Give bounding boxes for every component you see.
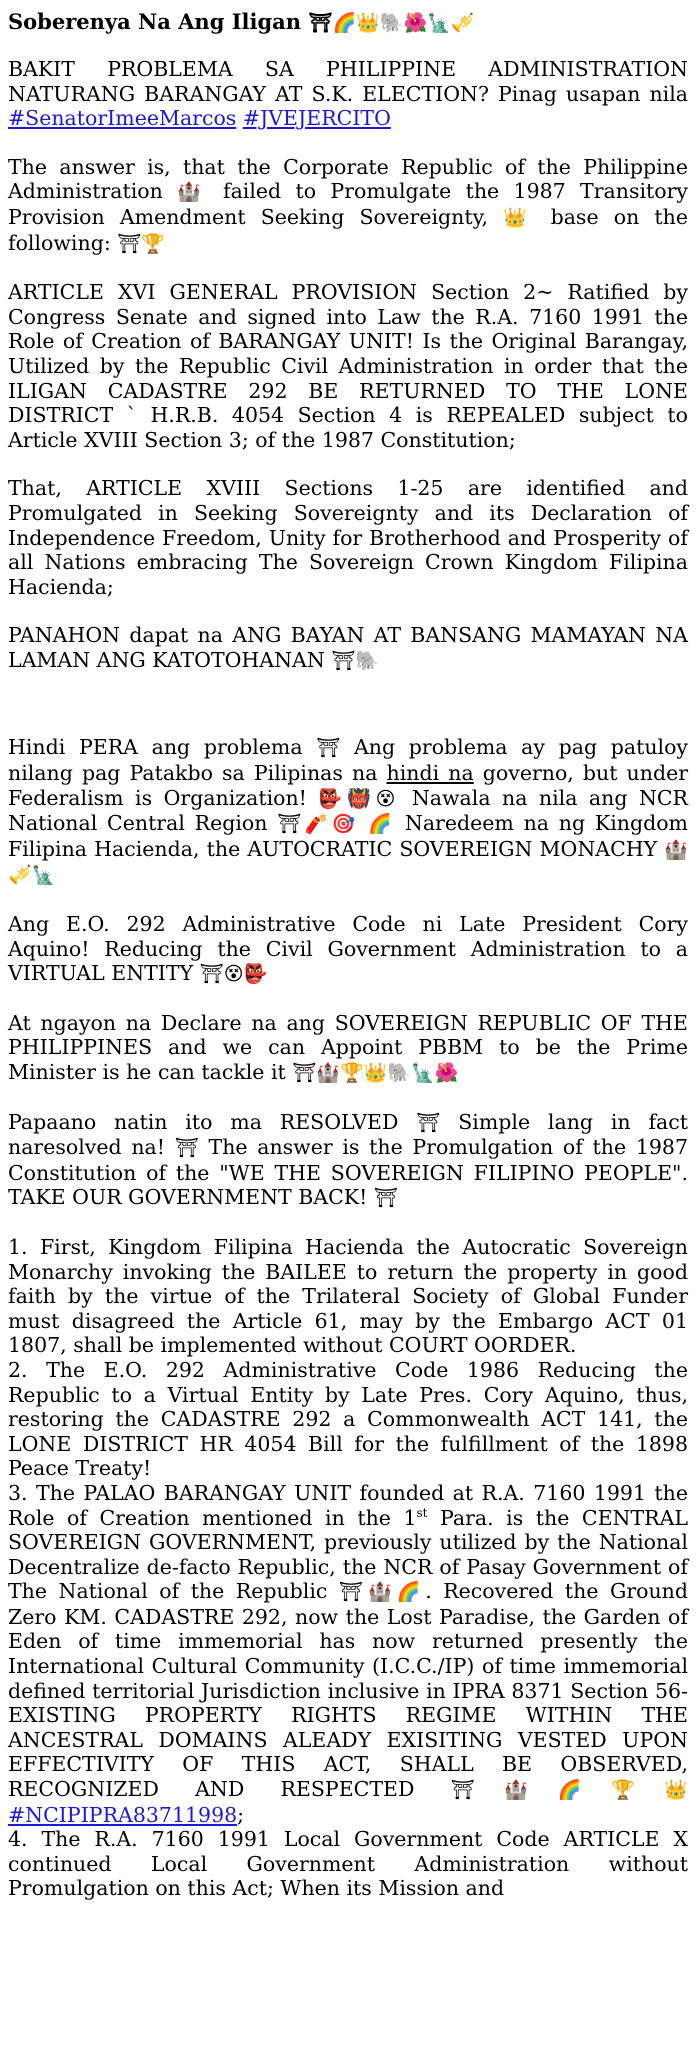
text-run: Nawala na nila ang NCR National Central Region <box>8 785 688 836</box>
text-run: . Recovered the Ground Zero KM. CADASTRE 292, now the Lost Paradise, the Garden of Eden of time immemorial has now returned presently the International Cultural Community (I.C.C./IP) of time immemorial defined territorial Jurisdiction inclusive in IPRA 8371 Section 56- EXISTING PROPERTY RIGHTS REGIME WITHIN THE ANCESTRAL DOMAINS ALEADY EXISITING VESTED UPON EFFECTIVITY OF THIS ACT, SHALL BE OBSERVED, RECOGNIZED AND RESPECTED <box>8 1579 689 1802</box>
text-run: That, ARTICLE XVIII Sections 1-25 are identified and Promulgated in Seeking Sovereignty and its Declaration of Independence Freedom, Unity for Brotherhood and Prosperity of all Nations embracing The Sovereign Crown Kingdom Filipina Hacienda; <box>8 476 688 599</box>
post-title <box>8 8 688 37</box>
emoji-icons: ⛩ <box>373 1187 398 1210</box>
list-item <box>8 1235 688 1358</box>
hashtag-link[interactable]: #JVEJERCITO <box>242 106 391 131</box>
list-item <box>8 1481 688 1827</box>
text-run: The answer is, that the Corporate Republic of the Philippine Administration <box>8 154 688 204</box>
hashtag-link[interactable]: #NCIPIPRA83711998 <box>8 1802 238 1827</box>
text-run: Papaano natin ito ma RESOLVED <box>8 1109 417 1134</box>
text-run: At ngayon na Declare na ang SOVEREIGN REPUBLIC OF THE PHILIPPINES and we can Appoint PBBM to be the Prime Minister is he can tackle it <box>8 1010 688 1084</box>
emoji-icons: 👺👹😵 <box>318 787 401 810</box>
text-run: BAKIT PROBLEMA SA PHILIPPINE ADMINISTRATION NATURANG BARANGAY AT S.K. ELECTION? Pinag usapan nila <box>8 57 688 106</box>
list-item <box>8 1827 688 1901</box>
numbered-list <box>8 1235 688 1901</box>
emoji-icons: ⛩ <box>174 1137 199 1160</box>
superscript-text: st <box>416 1505 428 1520</box>
text-run: Naredeem na ng Kingdom Filipina Hacienda, the AUTOCRATIC SOVEREIGN MONACHY <box>8 811 688 861</box>
paragraph <box>8 1110 688 1211</box>
paragraph <box>8 280 688 452</box>
paragraph <box>8 155 688 256</box>
text-run: base on the following: <box>8 204 688 255</box>
emoji-icons: ⛩ <box>316 737 341 760</box>
text-run: Hindi PERA ang problema <box>8 735 317 760</box>
paragraph <box>8 623 688 673</box>
spacer <box>8 697 688 735</box>
emoji-icons: ⛩🏰🏆👑🐘🗽🌺 <box>292 1062 459 1084</box>
emoji-icons: ⛩🏰🌈 <box>338 1581 426 1604</box>
text-run <box>358 811 368 835</box>
emoji-icons: ⛩🐘 <box>331 649 380 672</box>
paragraph <box>8 735 688 888</box>
paragraph <box>8 476 688 599</box>
text-run: governo, but under Federalism is Organization! <box>8 761 688 810</box>
text-run: Ang E.O. 292 Administrative Code ni Late President Cory Aquino! Reducing the Civil Government Administration to a VIRTUAL ENTITY <box>8 912 688 986</box>
emoji-icons: 👑 <box>503 206 536 229</box>
emoji-icons: ⛩😵👺 <box>199 963 268 986</box>
text-run: 2. The E.O. 292 Administrative Code 1986 Reducing the Republic to a Virtual Entity by Late Pres. Cory Aquino, thus, restoring the CADASTRE 292 a Commonwealth ACT 141, the LONE DISTRICT HR 4054 Bill for the fulfillment of the 1898 Peace Treaty! <box>8 1357 688 1481</box>
text-run: Simple lang in fact naresolved na! <box>8 1109 688 1160</box>
text-run: Para. is the CENTRAL SOVEREIGN GOVERNMENT, previously utilized by the National Decentralize de-facto Republic, the NCR of Pasay Government of The National of the Republic <box>8 1505 688 1604</box>
post-body <box>8 57 688 1211</box>
text-run: 1. First, Kingdom Filipina Hacienda the Autocratic Sovereign Monarchy invoking the BAILEE to return the property in good faith by the virtue of the Trilateral Society of Global Funder must disagreed the Article 61, may by the Embargo ACT 01 1807, shall be implemented without COURT OORDER. <box>8 1234 688 1358</box>
text-run: PANAHON dapat na ANG BAYAN AT BANSANG MAMAYAN NA LAMAN ANG KATOTOHANAN <box>8 623 688 672</box>
underlined-text: hindi na <box>386 761 474 786</box>
text-run: failed to Promulgate the 1987 Transitory Provision Amendment Seeking Sovereignty, <box>8 179 688 229</box>
emoji-icons: 🌈 <box>368 813 396 836</box>
emoji-icons: ⛩🧨🎯 <box>277 813 359 836</box>
text-run: ; <box>237 1802 245 1827</box>
text-run: 3. The PALAO BARANGAY UNIT founded at R.A. 7160 1991 the Role of Creation mentioned in the 1 <box>8 1480 688 1530</box>
emoji-icons: 🏰 <box>177 181 209 204</box>
emoji-icons: 🏰🎺🗽 <box>8 838 688 887</box>
text-run: The answer is the Promulgation of the 1987 Constitution of the "WE THE SOVEREIGN FILIPINO PEOPLE". TAKE OUR GOVERNMENT BACK! <box>8 1135 689 1210</box>
list-item <box>8 1358 688 1481</box>
paragraph <box>8 1011 688 1086</box>
hashtag-link[interactable]: #SenatorImeeMarcos <box>8 106 237 131</box>
title-emoji-icons: ⛩🌈👑🐘🌺🗽🎺 <box>308 12 475 34</box>
paragraph <box>8 912 688 987</box>
emoji-icons: ⛩🏰🌈🏆👑 <box>450 1779 689 1802</box>
text-run: 4. The R.A. 7160 1991 Local Government Code ARTICLE X continued Local Government Administration without Promulgation on this Act; When its Mission and <box>8 1827 688 1901</box>
text-run: ARTICLE XVI GENERAL PROVISION Section 2~ Ratified by Congress Senate and signed into Law the R.A. 7160 1991 the Role of Creation of BARANGAY UNIT! Is the Original Barangay, Utilized by the Republic Civil Administration in order that the ILIGAN CADASTRE 292 BE RETURNED TO THE LONE DISTRICT ` H.R.B. 4054 Section 4 is REPEALED subject to Article XVIII Section 3; of the 1987 Constitution; <box>8 280 688 452</box>
emoji-icons: ⛩ <box>416 1111 441 1134</box>
title-text: Soberenya Na Ang Iligan <box>8 9 302 34</box>
paragraph <box>8 57 688 131</box>
text-run: Ang problema ay pag patuloy nilang pag Patakbo sa Pilipinas na <box>8 735 689 786</box>
emoji-icons: ⛩🏆 <box>117 232 166 255</box>
